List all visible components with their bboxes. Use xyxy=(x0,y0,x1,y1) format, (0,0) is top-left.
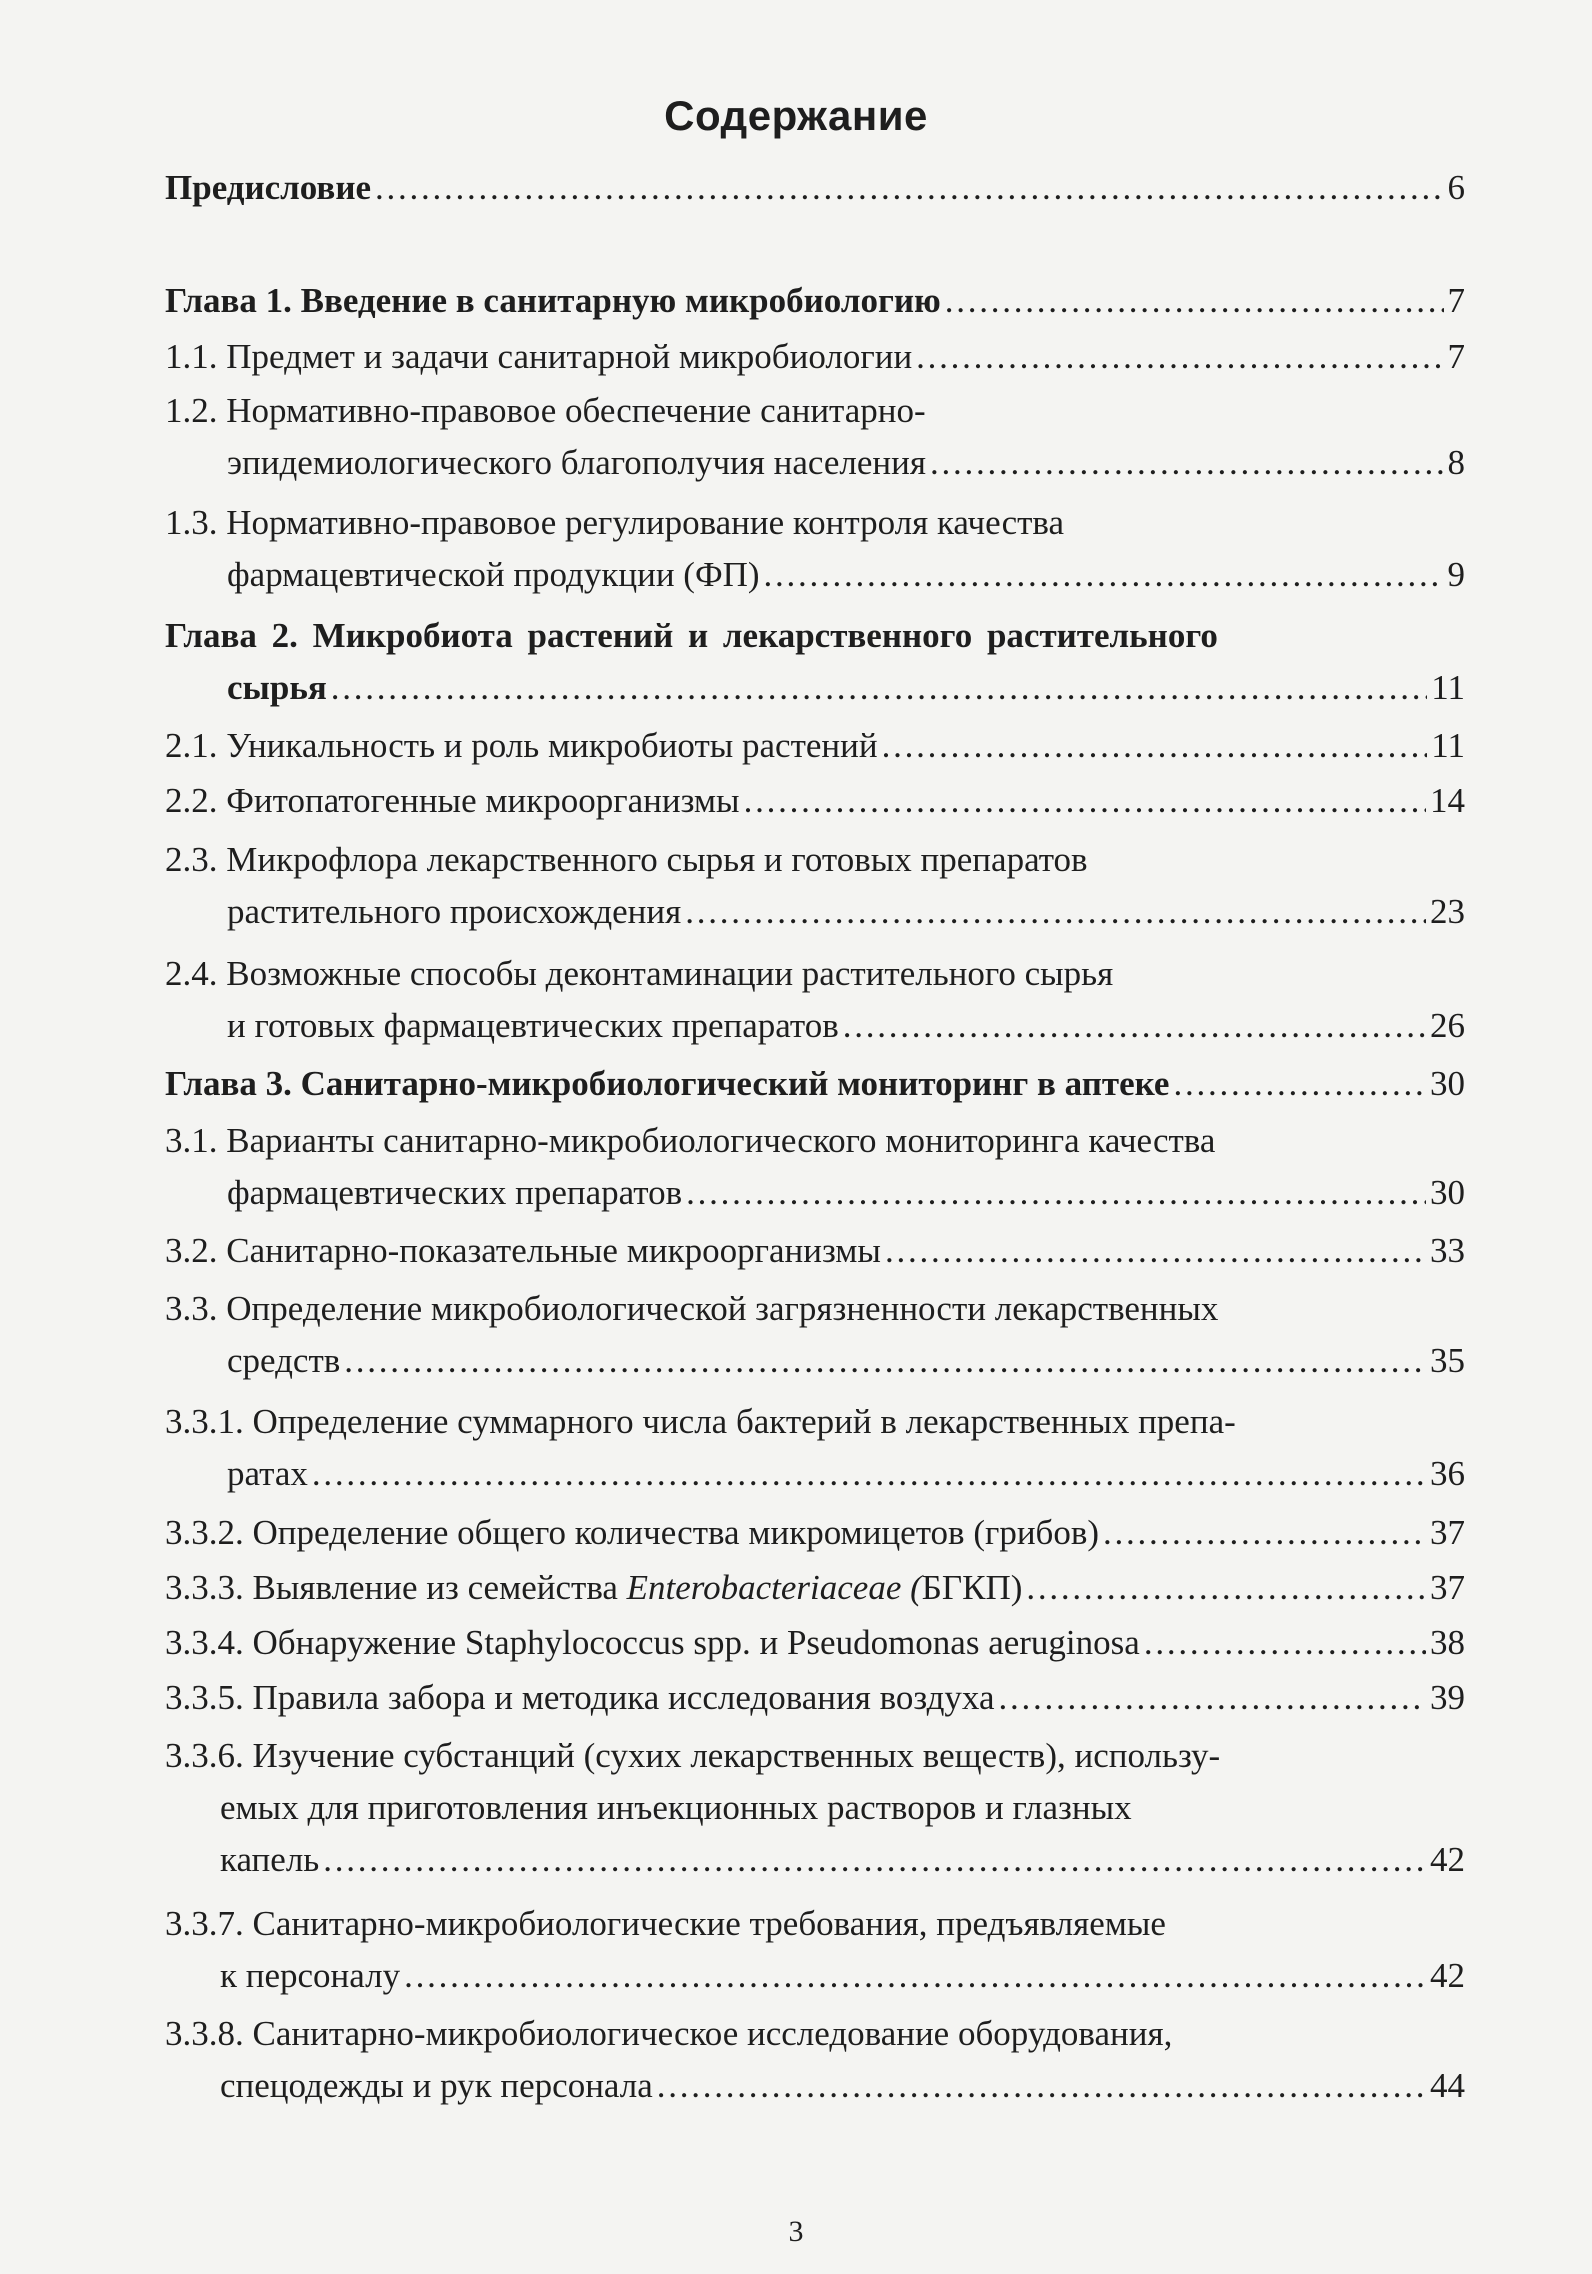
toc-entry[interactable] xyxy=(165,1730,1465,1886)
toc-entry-title: Глава 2. Микробиота растений и лекарственного растительного xyxy=(165,616,1218,655)
toc-page-number: 8 xyxy=(1447,443,1465,482)
dot-leader xyxy=(882,720,1428,772)
toc-entry-title-cont: и готовых фармацевтических препаратов xyxy=(227,1006,839,1045)
toc-entry[interactable] xyxy=(165,497,1465,601)
toc-entry[interactable] xyxy=(165,1115,1465,1219)
toc-entry-title: 3.3.2. Определение общего количества микромицетов (грибов) xyxy=(165,1513,1100,1552)
toc-entry-title-part: БГКП) xyxy=(921,1568,1023,1607)
dot-leader xyxy=(945,275,1444,327)
toc-entry[interactable] xyxy=(165,1396,1465,1500)
toc-page-number: 26 xyxy=(1430,1006,1465,1045)
toc-entry-title-cont: емых для приготовления инъекционных растворов и глазных xyxy=(220,1788,1132,1827)
toc-entry-title: 3.1. Варианты санитарно-микробиологического мониторинга качества xyxy=(165,1121,1216,1160)
toc-entry-title: 2.3. Микрофлора лекарственного сырья и готовых препаратов xyxy=(165,840,1088,879)
toc-entry-title-cont: фармацевтической продукции (ФП) xyxy=(227,555,760,594)
toc-entry-title: 3.3. Определение микробиологической загрязненности лекарственных xyxy=(165,1289,1219,1328)
dot-leader xyxy=(312,1448,1426,1500)
toc-page-number: 30 xyxy=(1430,1173,1465,1212)
toc-entry[interactable] xyxy=(165,1283,1465,1387)
toc-entry[interactable] xyxy=(165,1898,1465,2002)
toc-entry-title: 1.3. Нормативно-правовое регулирование контроля качества xyxy=(165,503,1064,542)
toc-entry[interactable] xyxy=(165,331,1465,383)
toc-page-number: 7 xyxy=(1447,337,1465,376)
toc-entry-title: Глава 1. Введение в санитарную микробиологию xyxy=(165,281,941,320)
toc-entry-title-cont: спецодежды и рук персонала xyxy=(220,2066,653,2105)
toc-page-number: 42 xyxy=(1430,1956,1465,1995)
page-title: Содержание xyxy=(664,92,928,139)
toc-entry-title-part: 3.3.3. Выявление из семейства xyxy=(165,1568,627,1607)
toc-entry[interactable] xyxy=(165,948,1465,1052)
toc-entry[interactable] xyxy=(165,1617,1465,1669)
toc-page-number: 11 xyxy=(1431,726,1465,765)
toc-page-number: 33 xyxy=(1430,1231,1465,1270)
dot-leader xyxy=(744,775,1426,827)
dot-leader xyxy=(916,331,1443,383)
dot-leader xyxy=(685,886,1426,938)
toc-entry[interactable] xyxy=(165,834,1465,938)
toc-page-number: 42 xyxy=(1430,1840,1465,1879)
dot-leader xyxy=(331,662,1428,714)
toc-entry[interactable] xyxy=(165,1225,1465,1277)
toc-entry-title: 1.2. Нормативно-правовое обеспечение санитарно- xyxy=(165,391,926,430)
toc-page-number: 9 xyxy=(1447,555,1465,594)
toc-entry-title: 3.3.1. Определение суммарного числа бактерий в лекарственных препа- xyxy=(165,1402,1236,1441)
toc-entry-title-cont: капель xyxy=(220,1840,320,1879)
toc-entry-title-cont: сырья xyxy=(227,668,327,707)
toc-entry-title: Предисловие xyxy=(165,168,372,207)
toc-entry-title: 3.3.4. Обнаружение Staphylococcus spp. и Pseudomonas aeruginosa xyxy=(165,1623,1140,1662)
toc-entry[interactable] xyxy=(165,720,1465,772)
dot-leader xyxy=(657,2060,1426,2112)
dot-leader xyxy=(930,437,1444,489)
toc-page-number: 37 xyxy=(1430,1568,1465,1607)
toc-page-number: 38 xyxy=(1430,1623,1465,1662)
toc-entry-title-cont: ратах xyxy=(227,1454,308,1493)
toc-entry-title-italic: Enterobacteriaceae ( xyxy=(626,1568,922,1607)
toc-entry[interactable] xyxy=(165,275,1465,327)
toc-page-number: 7 xyxy=(1447,281,1465,320)
toc-page-number: 35 xyxy=(1430,1341,1465,1380)
toc-entry[interactable] xyxy=(165,1562,1465,1614)
toc-entry-title: 3.3.8. Санитарно-микробиологическое исследование оборудования, xyxy=(165,2014,1173,2053)
toc-entry-title-cont: средств xyxy=(227,1341,341,1380)
toc-entry-title-cont: эпидемиологического благополучия населения xyxy=(227,443,926,482)
dot-leader xyxy=(1103,1507,1426,1559)
dot-leader xyxy=(344,1335,1426,1387)
dot-leader xyxy=(1173,1058,1426,1110)
dot-leader xyxy=(843,1000,1426,1052)
dot-leader xyxy=(764,549,1444,601)
dot-leader xyxy=(686,1167,1426,1219)
dot-leader xyxy=(885,1225,1426,1277)
page-number: 3 xyxy=(788,2215,804,2248)
toc-entry[interactable] xyxy=(165,2008,1465,2112)
toc-entry-title-cont: к персоналу xyxy=(220,1956,401,1995)
toc-entry[interactable] xyxy=(165,385,1465,489)
toc-page-number: 36 xyxy=(1430,1454,1465,1493)
toc-entry-title: 2.4. Возможные способы деконтаминации растительного сырья xyxy=(165,954,1114,993)
toc-entry-title: Глава 3. Санитарно-микробиологический мониторинг в аптеке xyxy=(165,1064,1170,1103)
toc-page-number: 30 xyxy=(1430,1064,1465,1103)
toc-page-number: 44 xyxy=(1430,2066,1465,2105)
toc-entry-title: 1.1. Предмет и задачи санитарной микробиологии xyxy=(165,337,913,376)
toc-entry[interactable] xyxy=(165,162,1465,214)
toc-entry-title: 3.3.6. Изучение субстанций (сухих лекарственных веществ), использу- xyxy=(165,1736,1221,1775)
toc-page-number: 11 xyxy=(1431,668,1465,707)
toc-entry[interactable] xyxy=(165,1507,1465,1559)
dot-leader xyxy=(404,1950,1426,2002)
dot-leader xyxy=(323,1834,1426,1886)
dot-leader xyxy=(1026,1562,1426,1614)
toc-page-number: 14 xyxy=(1430,781,1465,820)
toc-entry[interactable] xyxy=(165,1672,1465,1724)
toc-entry-title-cont: растительного происхождения xyxy=(227,892,682,931)
toc-entry[interactable] xyxy=(165,610,1465,714)
toc-entry-title: 3.3.5. Правила забора и методика исследования воздуха xyxy=(165,1678,995,1717)
dot-leader xyxy=(1144,1617,1426,1669)
dot-leader xyxy=(375,162,1443,214)
toc-entry[interactable] xyxy=(165,775,1465,827)
toc-page-number: 37 xyxy=(1430,1513,1465,1552)
toc-entry-title-cont: фармацевтических препаратов xyxy=(227,1173,683,1212)
toc-page-number: 23 xyxy=(1430,892,1465,931)
toc-entry-title xyxy=(165,1562,1022,1614)
toc-page-number: 6 xyxy=(1447,168,1465,207)
dot-leader xyxy=(998,1672,1426,1724)
toc-entry-title: 3.2. Санитарно-показательные микроорганизмы xyxy=(165,1231,881,1270)
toc-entry-title: 2.1. Уникальность и роль микробиоты растений xyxy=(165,726,878,765)
toc-entry[interactable] xyxy=(165,1058,1465,1110)
toc-page-number: 39 xyxy=(1430,1678,1465,1717)
toc-entry-title: 2.2. Фитопатогенные микроорганизмы xyxy=(165,781,740,820)
toc-entry-title: 3.3.7. Санитарно-микробиологические требования, предъявляемые xyxy=(165,1904,1166,1943)
